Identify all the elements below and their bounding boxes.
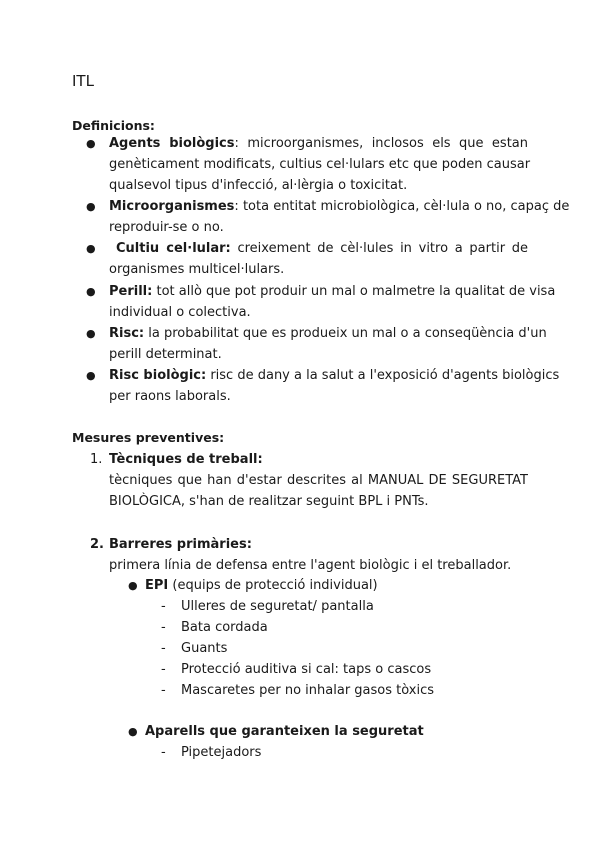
apparatus-heading: Aparells que garanteixen la seguretat bbox=[145, 724, 424, 739]
section-number: 2. bbox=[90, 537, 104, 552]
section-text: BIOLÒGICA, s'han de realitzar seguint BPL i PNTs. bbox=[109, 494, 429, 509]
bullet-icon: ● bbox=[86, 285, 96, 298]
definition-line bbox=[109, 282, 556, 302]
bullet-icon: ● bbox=[86, 327, 96, 340]
dash-icon: - bbox=[161, 641, 166, 656]
epi-heading bbox=[145, 576, 378, 596]
bullet-icon: ● bbox=[86, 242, 96, 255]
definition-line bbox=[109, 197, 570, 217]
section-number: 1. bbox=[90, 452, 103, 467]
definition-text: la probabilitat que es produeix un mal o a conseqüència d'un bbox=[148, 326, 547, 341]
list-item: Pipetejadors bbox=[181, 745, 262, 760]
definition-text: risc de dany a la salut a l'exposició d'agents biològics bbox=[210, 368, 560, 383]
epi-label: EPI bbox=[145, 578, 169, 593]
section-label: Barreres primàries: bbox=[109, 537, 252, 552]
bullet-icon: ● bbox=[86, 137, 96, 150]
section-text: tècniques que han d'estar descrites al MANUAL DE SEGURETAT bbox=[109, 473, 528, 488]
definition-text: genèticament modificats, cultius cel·lulars etc que poden causar bbox=[109, 157, 531, 172]
list-item: Protecció auditiva si cal: taps o cascos bbox=[181, 662, 432, 677]
definition-text: individual o colectiva. bbox=[109, 305, 251, 320]
definition-line bbox=[109, 366, 560, 386]
definition-text: organismes multicel·lulars. bbox=[109, 262, 285, 277]
definition-term: Risc: bbox=[109, 326, 145, 341]
list-item: Mascaretes per no inhalar gasos tòxics bbox=[181, 683, 435, 698]
list-item: Guants bbox=[181, 641, 228, 656]
measures-heading: Mesures preventives: bbox=[72, 430, 225, 445]
definition-separator: : bbox=[234, 136, 239, 151]
bullet-icon: ● bbox=[128, 579, 138, 592]
definition-text: per raons laborals. bbox=[109, 389, 231, 404]
definition-term: Perill: bbox=[109, 284, 153, 299]
definition-separator: : bbox=[234, 199, 239, 214]
bullet-icon: ● bbox=[128, 725, 138, 738]
definition-text: creixement de cèl·lules in vitro a partir de bbox=[237, 241, 528, 256]
page-title: ITL bbox=[72, 72, 94, 90]
dash-icon: - bbox=[161, 620, 166, 635]
dash-icon: - bbox=[161, 745, 166, 760]
section-text: primera línia de defensa entre l'agent biològic i el treballador. bbox=[109, 558, 512, 573]
bullet-icon: ● bbox=[86, 369, 96, 382]
definition-term: Risc biològic: bbox=[109, 368, 207, 383]
definition-text: qualsevol tipus d'infecció, al·lèrgia o toxicitat. bbox=[109, 178, 408, 193]
definition-text: perill determinat. bbox=[109, 347, 222, 362]
bullet-icon: ● bbox=[86, 200, 96, 213]
definition-line bbox=[109, 134, 528, 154]
epi-note: (equips de protecció individual) bbox=[172, 578, 378, 593]
dash-icon: - bbox=[161, 599, 166, 614]
dash-icon: - bbox=[161, 662, 166, 677]
definition-term: Cultiu cel·lular: bbox=[116, 241, 231, 256]
definition-text: tota entitat microbiològica, cèl·lula o no, capaç de bbox=[242, 199, 570, 214]
definition-term: Agents biològics bbox=[109, 136, 235, 151]
definition-line bbox=[109, 239, 528, 259]
list-item: Ulleres de seguretat/ pantalla bbox=[181, 599, 374, 614]
section-label: Tècniques de treball: bbox=[109, 452, 263, 467]
definition-term: Microorganismes bbox=[109, 199, 235, 214]
definition-line bbox=[109, 324, 547, 344]
definition-text: reproduir-se o no. bbox=[109, 220, 224, 235]
definition-text: microorganismes, inclosos els que estan bbox=[247, 136, 529, 151]
definition-text: tot allò que pot produir un mal o malmetre la qualitat de visa bbox=[156, 284, 556, 299]
list-item: Bata cordada bbox=[181, 620, 268, 635]
definitions-heading: Definicions: bbox=[72, 118, 155, 133]
dash-icon: - bbox=[161, 683, 166, 698]
